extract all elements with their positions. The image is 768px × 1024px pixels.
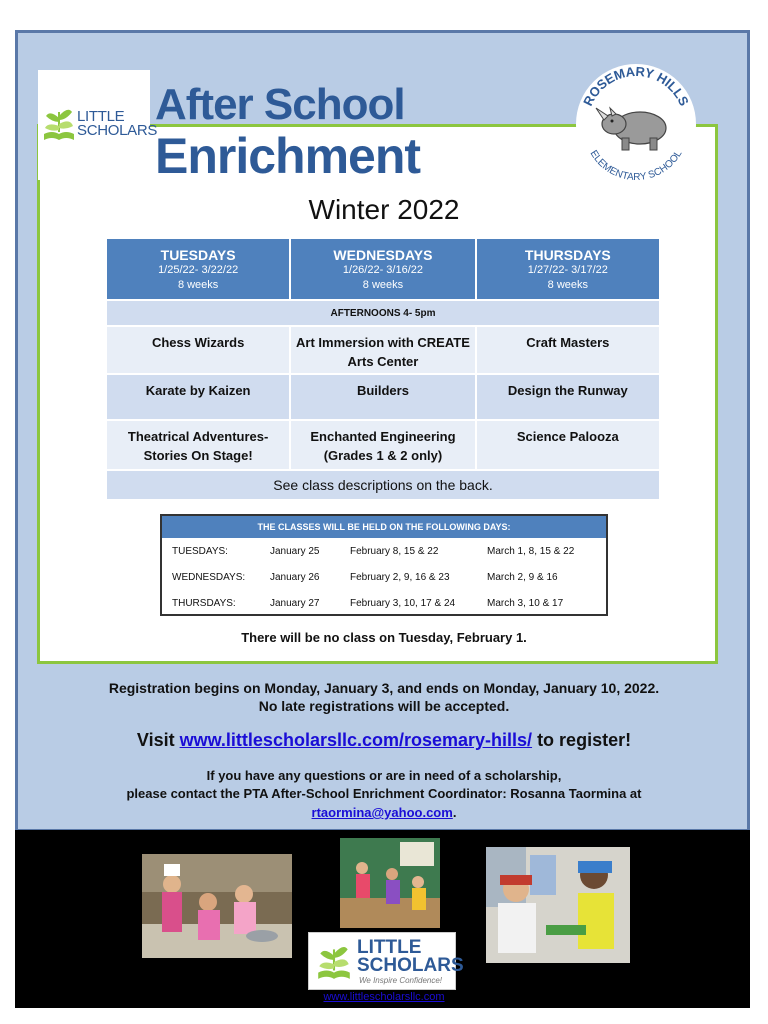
march-dates: March 3, 10 & 17 (487, 598, 564, 609)
class-days-box (160, 514, 608, 616)
day-dates: 1/27/22- 3/17/22 (527, 264, 608, 276)
class-cell: Builders (290, 374, 475, 420)
thursday-header (476, 238, 660, 300)
footer-wordmark (357, 939, 464, 975)
day-label: THURSDAYS: (172, 598, 236, 609)
page-title-line1: After School (155, 80, 405, 129)
rosemary-hills-rhino-badge (574, 62, 698, 186)
february-dates: February 2, 9, 16 & 23 (350, 572, 450, 583)
january-dates: January 26 (270, 572, 320, 583)
class-cell: Design the Runway (476, 374, 660, 420)
kids-building-photo (486, 847, 630, 963)
january-dates: January 25 (270, 546, 320, 557)
class-row (106, 326, 660, 374)
footer-logo-line1: LITTLE (357, 937, 422, 958)
class-cell: Art Immersion with CREATE Arts Center (290, 326, 475, 374)
badge-bottom-text: ELEMENTARY SCHOOL (587, 148, 685, 184)
footer-url-line (0, 991, 768, 1003)
class-days-row (162, 538, 606, 564)
questions-line2: please contact the PTA After-School Enrichment Coordinator: Rosanna Taormina at (126, 786, 642, 801)
footer-website-link[interactable]: www.littlescholarsllc.com (323, 991, 445, 1003)
class-cell: Theatrical Adventures- Stories On Stage! (106, 420, 290, 470)
day-weeks: 8 weeks (362, 279, 404, 291)
contact-email-link[interactable]: rtaormina@yahoo.com (311, 805, 453, 820)
class-cell: Science Palooza (476, 420, 660, 470)
wednesday-header (290, 238, 475, 300)
questions-line1: If you have any questions or are in need of a scholarship, (206, 768, 562, 783)
february-dates: February 8, 15 & 22 (350, 546, 439, 557)
class-cell: Chess Wizards (106, 326, 290, 374)
see-back-row (106, 470, 660, 500)
day-name: TUESDAYS (160, 247, 236, 263)
day-weeks: 8 weeks (177, 279, 219, 291)
march-dates: March 1, 8, 15 & 22 (487, 546, 575, 557)
schedule-table (105, 237, 661, 501)
time-row (106, 300, 660, 326)
class-days-heading: THE CLASSES WILL BE HELD ON THE FOLLOWING DAYS: (162, 516, 606, 538)
day-label: TUESDAYS: (172, 546, 228, 557)
class-days-row (162, 590, 606, 616)
visit-line (0, 730, 768, 751)
no-class-notice: There will be no class on Tuesday, February 1. (241, 630, 527, 645)
kids-dancing-photo (340, 838, 440, 928)
season-heading: Winter 2022 (308, 194, 460, 225)
registration-link[interactable]: www.littlescholarsllc.com/rosemary-hills/ (179, 730, 533, 750)
logo-line1: LITTLE (77, 108, 125, 125)
contact-period: . (452, 805, 457, 820)
day-label: WEDNESDAYS: (172, 572, 246, 583)
february-dates: February 3, 10, 17 & 24 (350, 598, 456, 609)
logo-wordmark (77, 110, 157, 138)
late-registration-notice: No late registrations will be accepted. (258, 698, 510, 714)
contact-line (0, 805, 768, 820)
tuesday-header (106, 238, 290, 300)
class-cell: Craft Masters (476, 326, 660, 374)
day-name: WEDNESDAYS (333, 247, 433, 263)
day-dates: 1/26/22- 3/16/22 (342, 264, 424, 276)
class-cell: Karate by Kaizen (106, 374, 290, 420)
visit-suffix: to register! (532, 730, 632, 750)
day-weeks: 8 weeks (547, 279, 588, 291)
book-leaf-icon (42, 104, 76, 142)
march-dates: March 2, 9 & 16 (487, 572, 558, 583)
footer-tagline: We Inspire Confidence! (359, 976, 443, 985)
badge-top-text: ROSEMARY HILLS (580, 63, 692, 109)
kids-cooking-photo (142, 854, 292, 958)
class-row (106, 420, 660, 470)
class-time: AFTERNOONS 4- 5pm (106, 300, 660, 326)
class-cell: Enchanted Engineering (Grades 1 & 2 only) (290, 420, 475, 470)
footer-logo-line2: SCHOLARS (357, 955, 464, 976)
january-dates: January 27 (270, 598, 320, 609)
little-scholars-footer-logo (308, 932, 464, 990)
book-leaf-icon (315, 941, 353, 981)
see-descriptions-note: See class descriptions on the back. (106, 470, 660, 500)
page-title-line2: Enrichment (155, 128, 421, 184)
day-dates: 1/25/22- 3/22/22 (158, 264, 239, 276)
class-days-row (162, 564, 606, 590)
class-row (106, 374, 660, 420)
logo-line2: SCHOLARS (77, 122, 158, 139)
registration-dates: Registration begins on Monday, January 3, and ends on Monday, January 10, 2022. (108, 680, 660, 696)
schedule-day-header-row (106, 238, 660, 300)
visit-prefix: Visit (136, 730, 180, 750)
day-name: THURSDAYS (524, 247, 611, 263)
